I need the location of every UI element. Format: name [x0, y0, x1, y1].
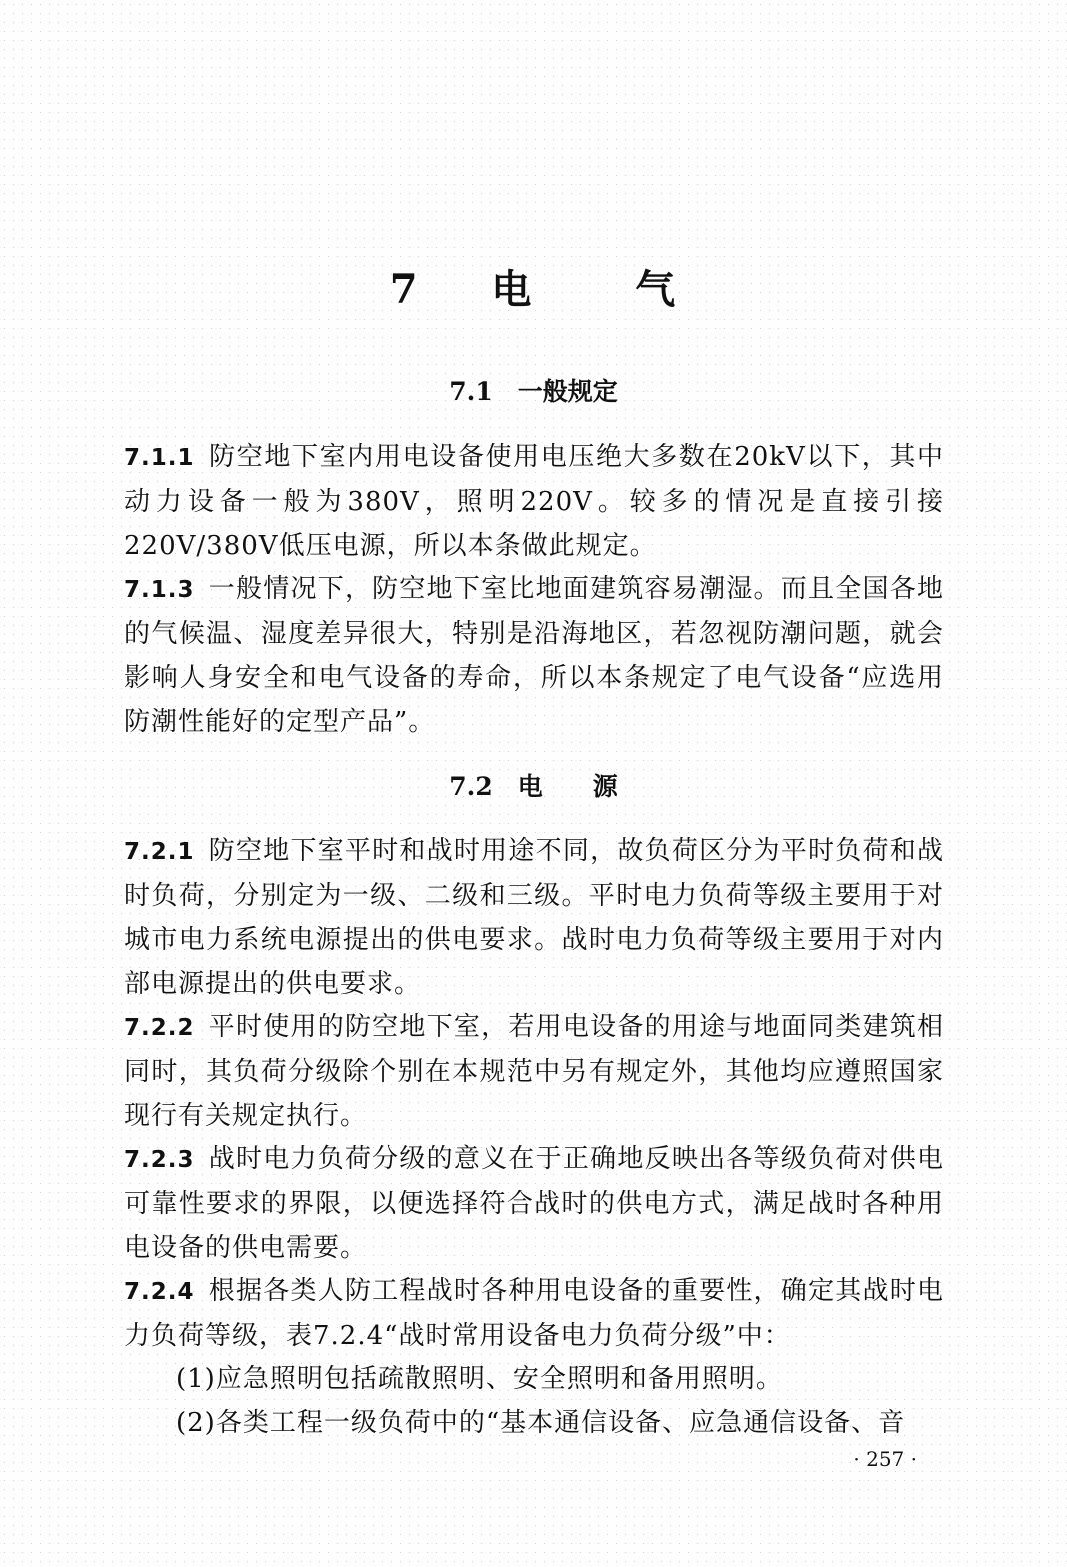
clause-number: 7.2.3	[124, 1147, 195, 1173]
list-item-2: (2)各类工程一级负荷中的“基本通信设备、应急通信设备、音	[176, 1408, 906, 1438]
chapter-title-char-2: 气	[635, 266, 678, 313]
clause-text: 战时电力负荷分级的意义在于正确地反映出各等级负荷对供电可靠性要求的界限，以便选择符合战时的供电方式，满足战时各种用电设备的供电需要。	[124, 1144, 944, 1263]
clause-7-2-2	[124, 1005, 944, 1138]
section-heading-7-1: 7.1 一般规定	[449, 377, 618, 406]
chapter-title-char-1: 电	[491, 266, 534, 313]
clause-text: 防空地下室内用电设备使用电压绝大多数在20kV以下，其中动力设备一般为380V，照明220V。较多的情况是直接引接220V/380V低压电源，所以本条做此规定。	[124, 442, 944, 561]
clause-number: 7.2.4	[124, 1279, 195, 1305]
clause-number: 7.2.2	[124, 1015, 195, 1041]
clause-number: 7.1.1	[124, 445, 195, 471]
clause-text: 根据各类人防工程战时各种用电设备的重要性，确定其战时电力负荷等级，表7.2.4“战时常用设备电力负荷分级”中：	[124, 1276, 944, 1351]
section-heading-7-2: 7.2 电 源	[449, 772, 618, 801]
clause-7-2-1	[124, 829, 944, 1006]
clause-7-1-1	[124, 435, 944, 568]
clause-text: 一般情况下，防空地下室比地面建筑容易潮湿。而且全国各地的气候温、湿度差异很大，特别是沿海地区，若忽视防潮问题，就会影响人身安全和电气设备的寿命，所以本条规定了电气设备“应选用防潮性能好的定型产品”。	[124, 574, 944, 737]
clause-number: 7.2.1	[124, 839, 195, 865]
list-item-1: (1)应急照明包括疏散照明、安全照明和备用照明。	[176, 1364, 783, 1394]
chapter-title	[0, 258, 1067, 315]
page-number: · 257 ·	[853, 1447, 917, 1471]
clause-text: 平时使用的防空地下室，若用电设备的用途与地面同类建筑相同时，其负荷分级除个别在本规范中另有规定外，其他均应遵照国家现行有关规定执行。	[124, 1012, 944, 1131]
clause-7-2-3	[124, 1137, 944, 1270]
clause-7-2-4	[124, 1269, 944, 1358]
clause-7-1-3	[124, 567, 944, 744]
chapter-number: 7	[389, 266, 420, 313]
clause-text: 防空地下室平时和战时用途不同，故负荷区分为平时负荷和战时负荷，分别定为一级、二级和三级。平时电力负荷等级主要用于对城市电力系统电源提出的供电要求。战时电力负荷等级主要用于对内部电源提出的供电要求。	[124, 836, 944, 999]
clause-number: 7.1.3	[124, 577, 195, 603]
